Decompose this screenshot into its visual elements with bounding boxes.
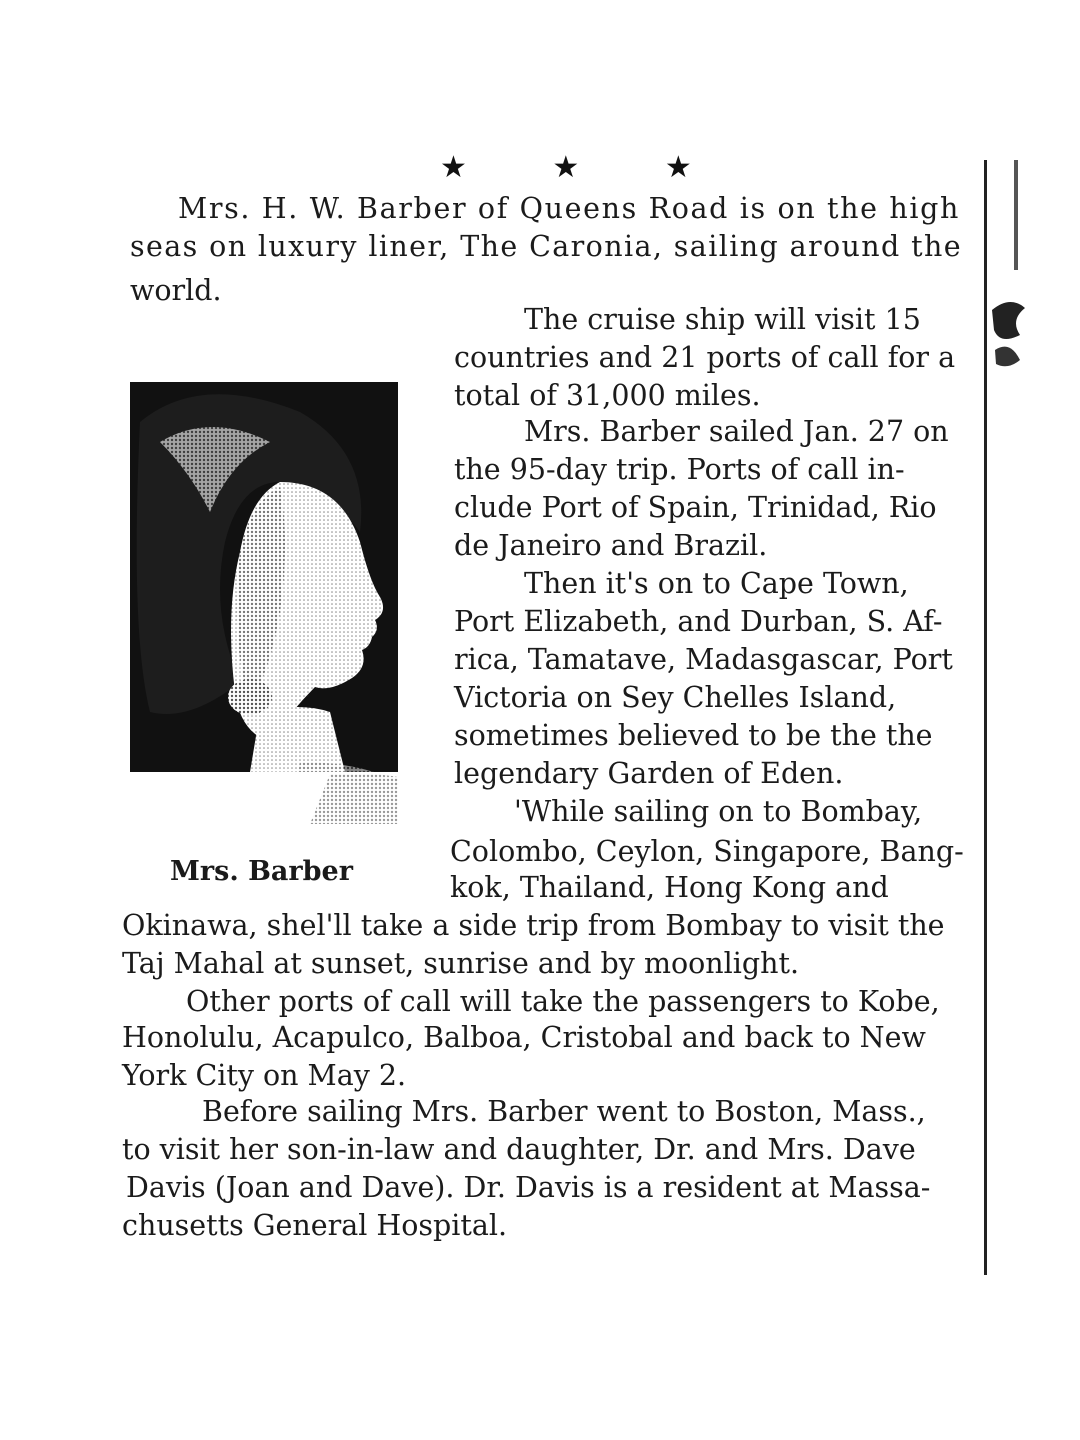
article-line: Before sailing Mrs. Barber went to Boston, Mass., <box>202 1095 926 1128</box>
article-line: clude Port of Spain, Trinidad, Rio <box>454 491 937 524</box>
column-rule-fragment <box>1014 160 1018 270</box>
section-divider-stars: ★ ★ ★ <box>440 150 730 185</box>
article-line: Other ports of call will take the passengers to Kobe, <box>186 985 940 1018</box>
article-line: Okinawa, shel'll take a side trip from Bombay to visit the <box>122 909 945 942</box>
article-line: de Janeiro and Brazil. <box>454 529 768 562</box>
article-line: Then it's on to Cape Town, <box>524 567 909 600</box>
article-line: Davis (Joan and Dave). Dr. Davis is a resident at Massa- <box>126 1171 931 1204</box>
article-line: legendary Garden of Eden. <box>454 757 844 790</box>
article-line: world. <box>130 274 222 307</box>
article-line: Victoria on Sey Chelles Island, <box>454 681 897 714</box>
article-line: Colombo, Ceylon, Singapore, Bang- <box>450 835 964 868</box>
article-line: sometimes believed to be the the <box>454 719 933 752</box>
article-line: rica, Tamatave, Madasgascar, Port <box>454 643 953 676</box>
article-line: countries and 21 ports of call for a <box>454 341 956 374</box>
article-line: the 95-day trip. Ports of call in- <box>454 453 905 486</box>
column-rule <box>984 160 987 1275</box>
article-line: Mrs. Barber sailed Jan. 27 on <box>524 415 949 448</box>
article-line: seas on luxury liner, The Caronia, sailing around the <box>130 230 962 263</box>
portrait-photo <box>130 382 398 824</box>
article-line: to visit her son-in-law and daughter, Dr. and Mrs. Dave <box>122 1133 916 1166</box>
article-line: chusetts General Hospital. <box>122 1209 508 1242</box>
article-line: York City on May 2. <box>122 1059 407 1092</box>
adjacent-clipping-fragment <box>990 290 1030 380</box>
article-line: Honolulu, Acapulco, Balboa, Cristobal and back to New <box>122 1021 926 1054</box>
article-line: Mrs. H. W. Barber of Queens Road is on the high <box>178 192 960 225</box>
article-line: Taj Mahal at sunset, sunrise and by moonlight. <box>122 947 800 980</box>
article-line: The cruise ship will visit 15 <box>524 303 921 336</box>
photo-caption: Mrs. Barber <box>170 856 353 887</box>
article-line: kok, Thailand, Hong Kong and <box>450 871 889 904</box>
article-line: Port Elizabeth, and Durban, S. Af- <box>454 605 943 638</box>
article-line: 'While sailing on to Bombay, <box>514 795 923 828</box>
article-line: total of 31,000 miles. <box>454 379 761 412</box>
